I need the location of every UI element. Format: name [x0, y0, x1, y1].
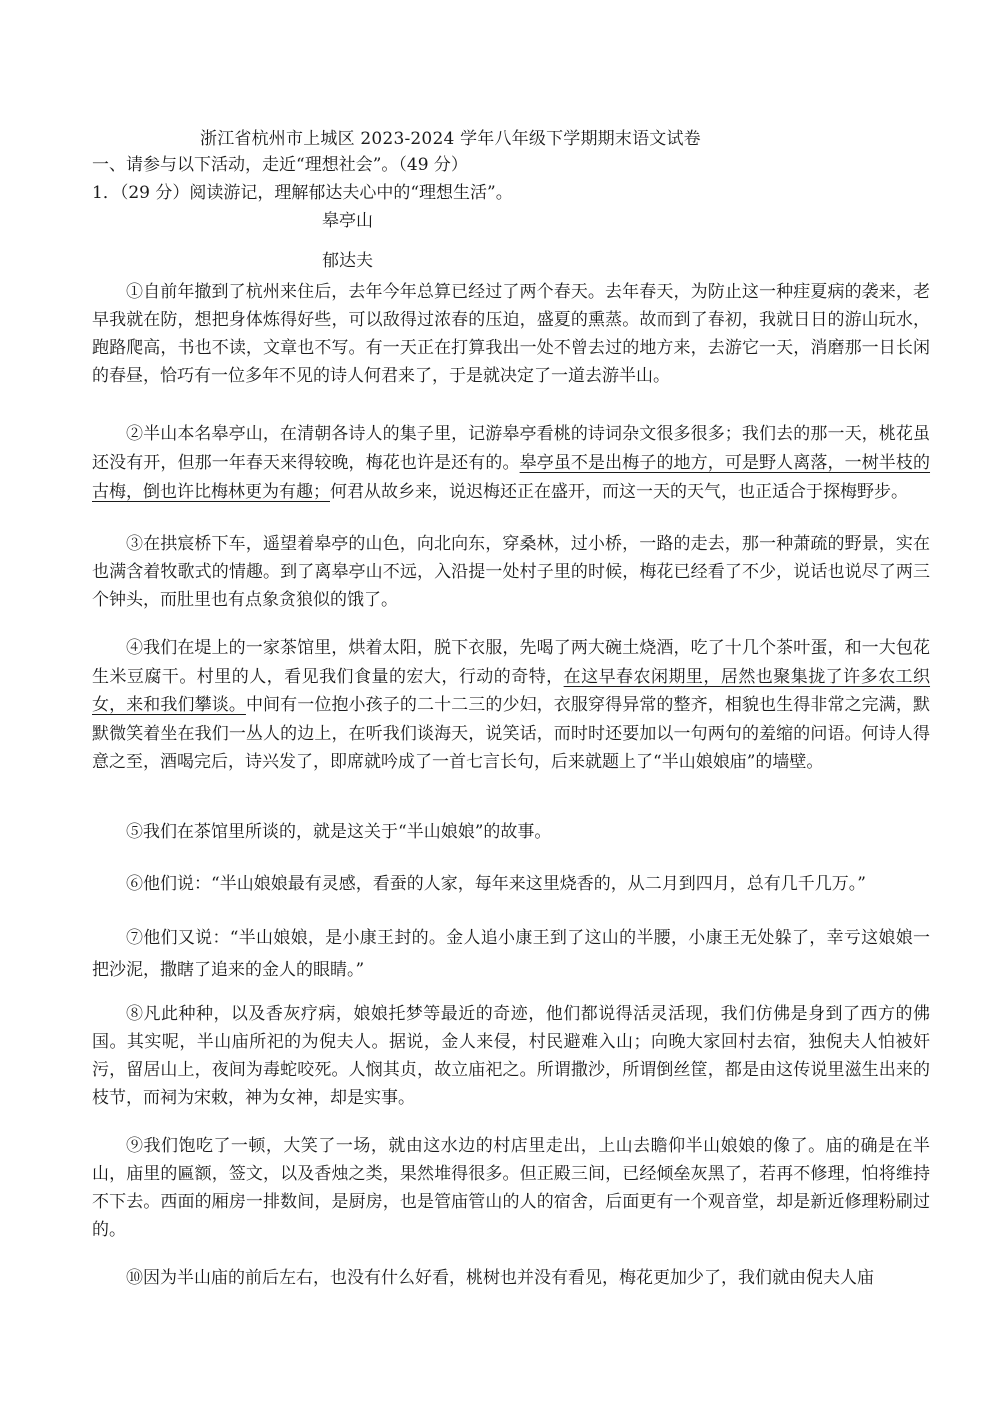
exam-title: 浙江省杭州市上城区 2023-2024 学年八年级下学期期末语文试卷	[200, 129, 701, 149]
paragraph-3	[92, 530, 930, 614]
paragraph-2	[92, 420, 930, 507]
paragraph-1	[92, 278, 930, 390]
section-heading: 一、请参与以下活动，走近“理想社会”。（49 分）	[92, 155, 468, 175]
paragraph-text: ②半山本名皋亭山，在清朝各诗人的集子里，记游皋亭看桃的诗词杂文很多很多；我们去的那一天，桃花虽还没有开，但那一年春天来得较晚，梅花也许是还有的。	[92, 424, 930, 473]
paragraph-text: ⑨我们饱吃了一顿，大笑了一场，就由这水边的村店里走出，上山去瞻仰半山娘娘的像了。庙的确是在半山，庙里的匾额，签文，以及香烛之类，果然堆得很多。但正殿三间，已经倾垒灰黑了，若再不修理，怕将维持不下去。西面的厢房一排数间，是厨房，也是管庙管山的人的宿舍，后面更有一个观音堂，却是新近修理粉刷过的。	[92, 1136, 930, 1240]
paragraph-text: 何君从故乡来，说迟梅还正在盛开，而这一天的天气，也正适合于探梅野步。	[330, 482, 908, 502]
paragraph-text: ③在拱宸桥下车，遥望着皋亭的山色，向北向东，穿桑林，过小桥，一路的走去，那一种萧疏的野景，实在也满含着牧歌式的情趣。到了离皋亭山不远，入沿提一处村子里的时候，梅花已经看了不少，说话也说尽了两三个钟头，而肚里也有点象贪狼似的饿了。	[92, 534, 930, 610]
paragraph-4	[92, 634, 930, 777]
essay-title: 皋亭山	[322, 211, 373, 231]
paragraph-text: ⑤我们在茶馆里所谈的，就是这关于“半山娘娘”的故事。	[126, 822, 552, 842]
paragraph-5	[92, 818, 930, 846]
underlined-sentence: 在这早春农闲期里，居然也聚集拢了许多农工织女，来和我们攀谈。	[92, 666, 931, 715]
essay-author: 郁达夫	[322, 251, 373, 271]
paragraph-text: ①自前年撤到了杭州来住后，去年今年总算已经过了两个春天。去年春天，为防止这一种疰夏病的袭来，老早我就在防，想把身体炼得好些，可以敌得过浓春的压迫，盛夏的熏蒸。故而到了春初，我就日日的游山玩水，跑路爬高，书也不读，文章也不写。有一天正在打算我出一处不曾去过的地方来，去游它一天，消磨那一日长闲的春昼，恰巧有一位多年不见的诗人何君来了，于是就决定了一道去游半山。	[92, 282, 930, 386]
paragraph-text: ⑧凡此种种，以及香灰疗病，娘娘托梦等最近的奇迹，他们都说得活灵活现，我们仿佛是身到了西方的佛国。其实呢，半山庙所祀的为倪夫人。据说，金人来侵，村民避难入山；向晚大家回村去宿，独倪夫人怕被奸污，留居山上，夜间为毒蛇咬死。人悯其贞，故立庙祀之。所谓撒沙，所谓倒丝筐，都是由这传说里滋生出来的枝节，而祠为宋敕，神为女神，却是实事。	[92, 1004, 930, 1108]
paragraph-7	[92, 922, 930, 986]
paragraph-6	[92, 870, 930, 898]
paragraph-9	[92, 1132, 930, 1244]
paragraph-text: ⑦他们又说：“半山娘娘，是小康王封的。金人追小康王到了这山的半腰，小康王无处躲了，幸亏这娘娘一把沙泥，撒瞎了追来的金人的眼睛。”	[92, 928, 930, 980]
underlined-sentence: 皋亭虽不是出梅子的地方，可是野人离落，一树半枝的古梅，倒也许比梅林更为有趣；	[92, 453, 931, 502]
paragraph-text: ⑩因为半山庙的前后左右，也没有什么好看，桃树也并没有看见，梅花更加少了，我们就由倪夫人庙	[126, 1268, 874, 1288]
question-prompt: 1．（29 分）阅读游记，理解郁达夫心中的“理想生活”。	[92, 183, 513, 203]
paragraph-10	[92, 1264, 930, 1292]
paragraph-text: 中间有一位抱小孩子的二十二三的少妇，衣服穿得异常的整齐，相貌也生得非常之完满，默默微笑着坐在我们一丛人的边上，在听我们谈海天，说笑话，而时时还要加以一句两句的羞缩的问语。何诗人得意之至，酒喝完后，诗兴发了，即席就吟成了一首七言长句，后来就题上了“半山娘娘庙”的墙壁。	[92, 695, 930, 772]
paragraph-text: ④我们在堤上的一家茶馆里，烘着太阳，脱下衣服，先喝了两大碗土烧酒，吃了十几个茶叶蛋，和一大包花生米豆腐干。村里的人，看见我们食量的宏大，行动的奇特，	[92, 638, 930, 687]
paragraph-8	[92, 1000, 930, 1112]
paragraph-text: ⑥他们说：“半山娘娘最有灵感，看蚕的人家，每年来这里烧香的，从二月到四月，总有几千几万。”	[126, 874, 866, 894]
